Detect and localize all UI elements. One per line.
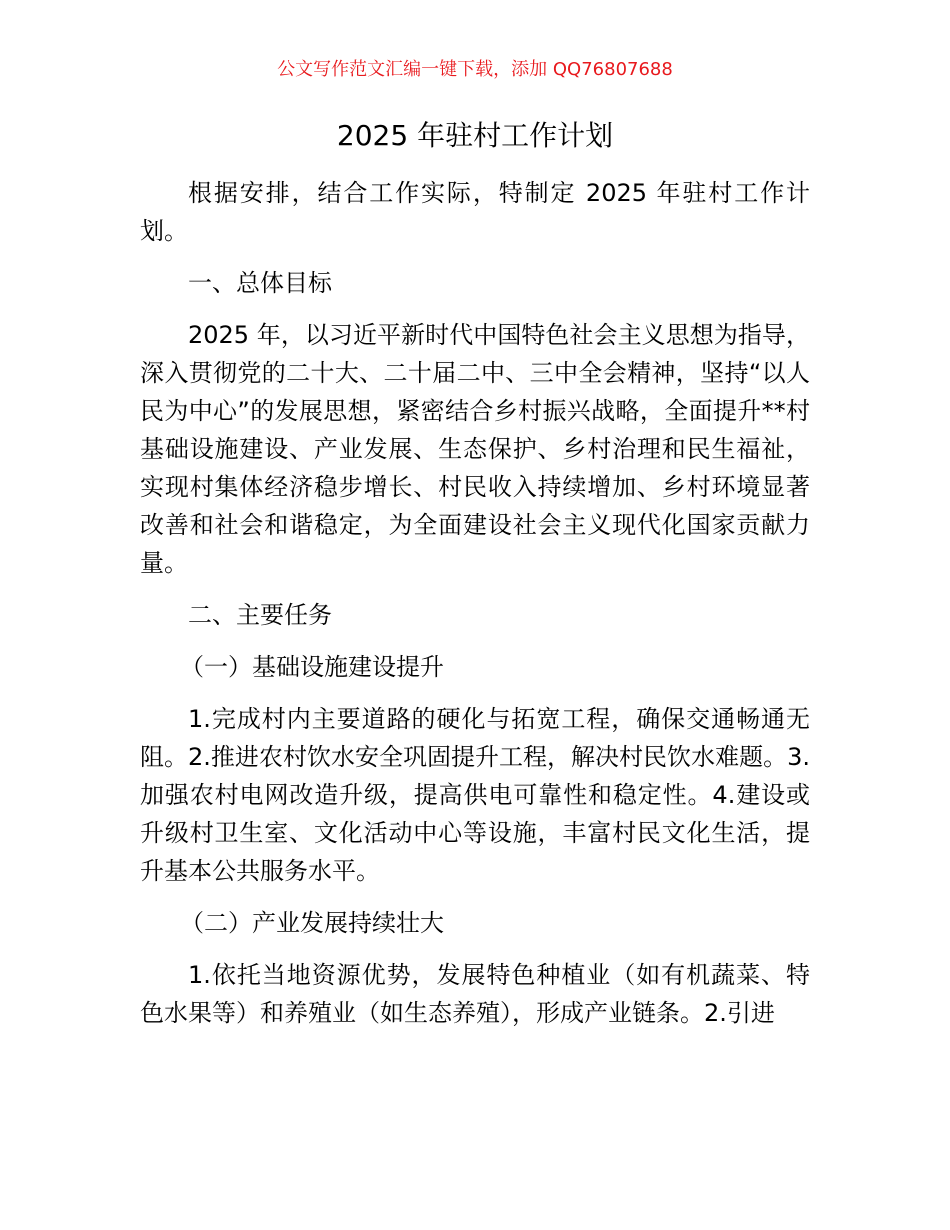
document-title: 2025 年驻村工作计划 (336, 119, 614, 152)
section-heading-main-tasks: 二、主要任务 (188, 601, 332, 629)
subsection-heading-industry: （二）产业发展持续壮大 (180, 909, 444, 937)
download-watermark: 公文写作范文汇编一键下载，添加 QQ76807688 (277, 59, 673, 80)
subsection-heading-infrastructure: （一）基础设施建设提升 (180, 653, 444, 681)
industry-paragraph: 1.依托当地资源优势，发展特色种植业（如有机蔬菜、特色水果等）和养殖业（如生态养殖），形成产业链条。2.引进 (140, 961, 810, 1027)
section-heading-overall-goal: 一、总体目标 (188, 269, 332, 297)
intro-paragraph: 根据安排，结合工作实际，特制定 2025 年驻村工作计划。 (140, 179, 810, 245)
overall-goal-paragraph: 2025 年，以习近平新时代中国特色社会主义思想为指导，深入贯彻党的二十大、二十届二中、三中全会精神，坚持“以人民为中心”的发展思想，紧密结合乡村振兴战略，全面提升**村基础设施建设、产业发展、生态保护、乡村治理和民生福祉，实现村集体经济稳步增长、村民收入持续增加、乡村环境显著改善和社会和谐稳定，为全面建设社会主义现代化国家贡献力量。 (140, 321, 810, 577)
infrastructure-paragraph: 1.完成村内主要道路的硬化与拓宽工程，确保交通畅通无阻。2.推进农村饮水安全巩固提升工程，解决村民饮水难题。3.加强农村电网改造升级，提高供电可靠性和稳定性。4.建设或升级村卫生室、文化活动中心等设施，丰富村民文化生活，提升基本公共服务水平。 (140, 705, 810, 885)
document-body (140, 174, 810, 1046)
